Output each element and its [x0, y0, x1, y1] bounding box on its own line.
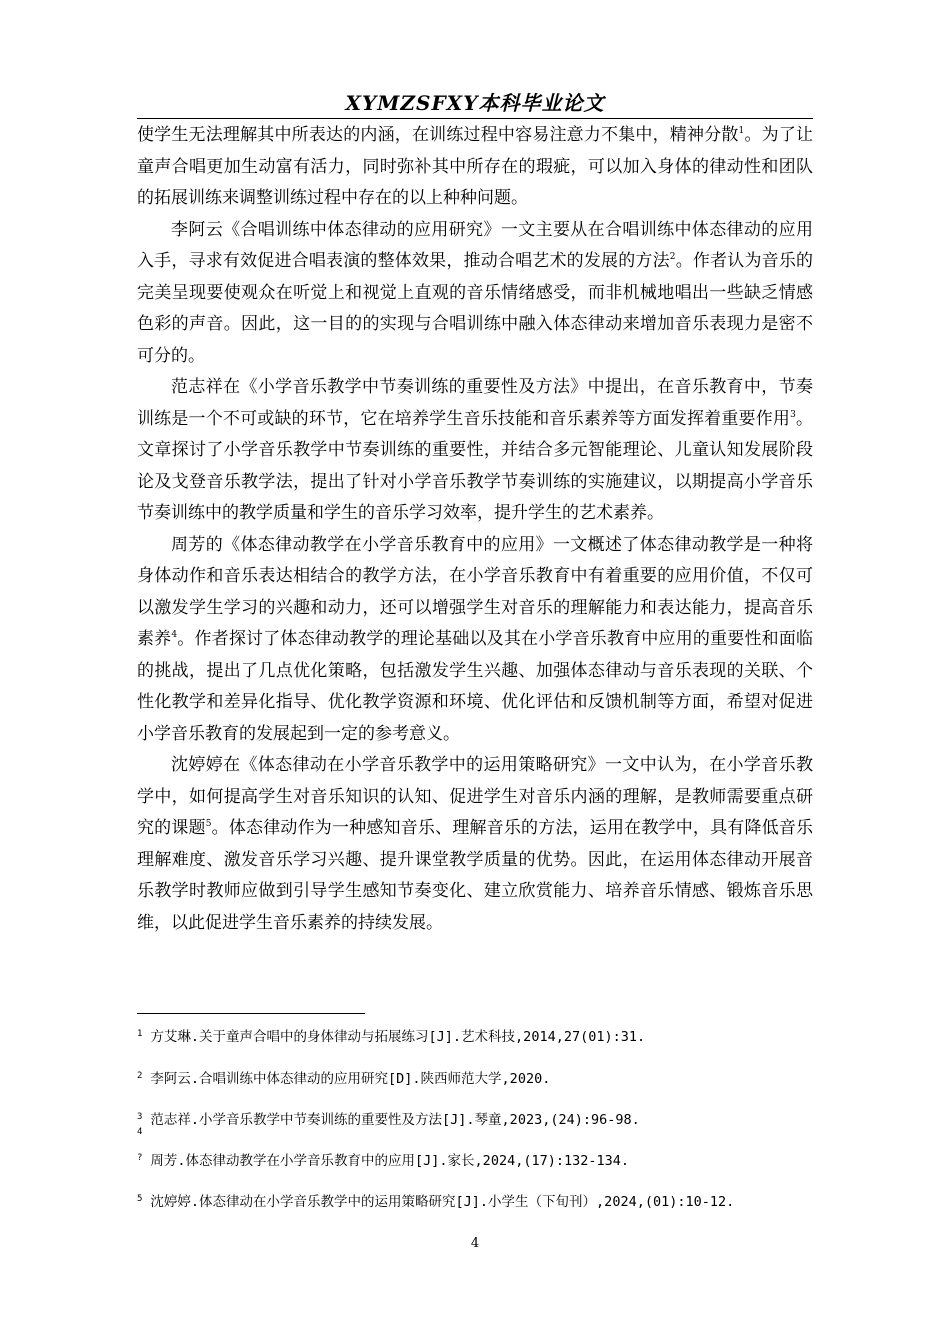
footnote-ref[interactable]: 1: [738, 126, 745, 136]
running-header: XYMZSFXY本科毕业论文: [345, 91, 605, 115]
paragraph: 范志祥在《小学音乐教学中节奏训练的重要性及方法》中提出，在音乐教育中，节奏训练是一个不可或缺的环节，它在培养学生音乐技能和音乐素养等方面发挥着重要作用$^3$。文章探讨了小学音乐教学中节奏训练的重要性，并结合多元智能理论、儿童认知发展阶段论及戈登音乐教学法，提出了针对小学音乐教学节奏训练的实施建议，以期提高小学音乐节奏训练中的教学质量和学生的音乐学习效率，提升学生的艺术素养。: [137, 377, 813, 523]
paragraph: 李阿云《合唱训练中体态律动的应用研究》一文主要从在合唱训练中体态律动的应用入手，寻求有效促进合唱表演的整体效果，推动合唱艺术的发展的方法$^2$。作者认为音乐的完美呈现要使观众在听觉上和视觉上直观的音乐情绪感受，而非机械地唱出一些缺乏情感色彩的声音。因此，这一目的的实现与合唱训练中融入体态律动来增加音乐表现力是密不可分的。: [137, 219, 814, 366]
footnote-ref[interactable]: 2: [669, 252, 676, 262]
header-rule: [137, 118, 813, 119]
footnote-item: $^1$ 方艾琳.关于童声合唱中的身体律动与拓展练习[J].艺术科技,2014,27(01):31.: [137, 1029, 646, 1045]
footnote-ref[interactable]: 3: [790, 409, 796, 420]
footnote-item: $^3$ 范志祥.小学音乐教学中节奏训练的重要性及方法[J].琴童,2023,(24):96-98.: [137, 1112, 640, 1128]
paragraph: 沈婷婷在《体态律动在小学音乐教学中的运用策略研究》一文中认为，在小学音乐教学中，如何提高学生对音乐知识的认知、促进学生对音乐内涵的理解，是教师需要重点研究的课题$^5$。体态律动作为一种感知音乐、理解音乐的方法，运用在教学中，具有降低音乐理解难度、激发音乐学习兴趣、提升课堂教学质量的优势。因此，在运用体态律动开展音乐教学时教师应做到引导学生感知节奏变化、建立欣赏能力、培养音乐情感、锻炼音乐思维，以此促进学生音乐素养的持续发展。: [137, 755, 814, 933]
body-text: [137, 120, 813, 939]
footnote-separator: [137, 1013, 365, 1014]
footnote-item: $^5$ 沈婷婷.体态律动在小学音乐教学中的运用策略研究[J].小学生（下旬刊）,2024,(01):10-12.: [137, 1194, 735, 1210]
page-number: 4: [470, 1236, 480, 1251]
footnote-ref[interactable]: 5: [205, 819, 212, 829]
paragraph: 周芳的《体态律动教学在小学音乐教育中的应用》一文概述了体态律动教学是一种将身体动作和音乐表达相结合的教学方法，在小学音乐教育中有着重要的应用价值，不仅可以激发学生学习的兴趣和动力，还可以增强学生对音乐的理解能力和表达能力，提高音乐素养$^4$。作者探讨了体态律动教学的理论基础以及其在小学音乐教育中应用的重要性和面临的挑战，提出了几点优化策略，包括激发学生兴趣、加强体态律动与音乐表现的关联、个性化教学和差异化指导、优化教学资源和环境、优化评估和反馈机制等方面，希望对促进小学音乐教育的发展起到一定的参考意义。: [137, 534, 814, 744]
footnote-ref[interactable]: 4: [171, 630, 178, 640]
footnote-item: ? 周芳.体态律动教学在小学音乐教育中的应用[J].家长,2024,(17):132-134.: [137, 1153, 629, 1169]
paragraph: 使学生无法理解其中所表达的内涵，在训练过程中容易注意力不集中，精神分散$^1$。为了让童声合唱更加生动富有活力，同时弥补其中所存在的瑕疵，可以加入身体的律动性和团队的拓展训练来调整训练过程中存在的以上种种问题。: [137, 125, 814, 208]
footnote-item: $^2$ 李阿云.合唱训练中体态律动的应用研究[D].陕西师范大学,2020.: [137, 1071, 551, 1087]
footnote-stray-marker: 4: [137, 1127, 143, 1137]
